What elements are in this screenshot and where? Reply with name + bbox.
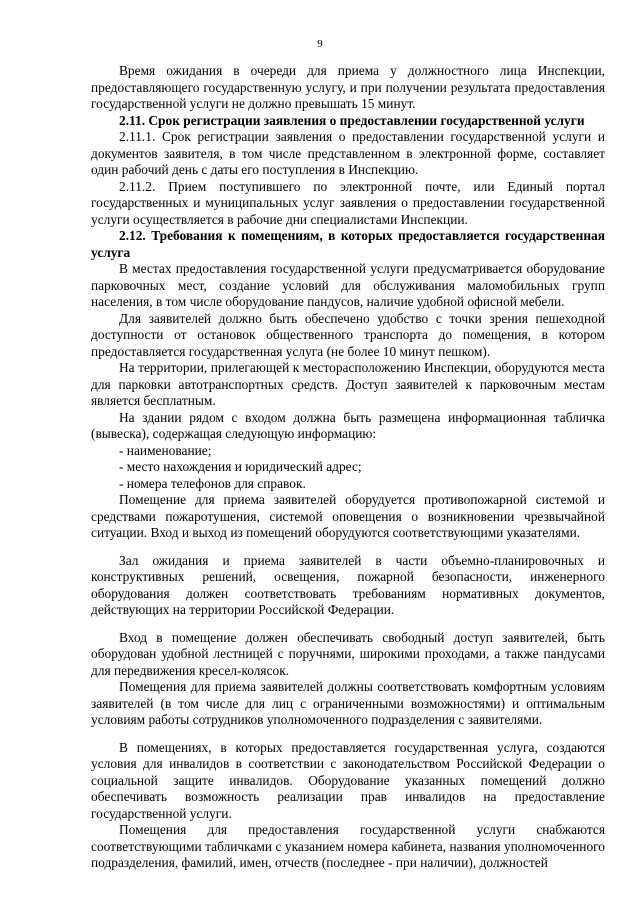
- page-number: 9: [317, 38, 323, 50]
- paragraph: Для заявителей должно быть обеспечено удобство с точки зрения пешеходной доступности от остановок общественного транспорта до помещения, в котором предоставляется государственная услуга (не более 10 минут пешком).: [91, 310, 605, 359]
- list-item: - место нахождения и юридический адрес;: [119, 459, 362, 474]
- paragraph: На территории, прилегающей к месторасположению Инспекции, оборудуются места для парковки автотранспортных средств. Доступ заявителей к парковочным местам является бесплатным.: [91, 360, 605, 408]
- section-heading: 2.11. Срок регистрации заявления о предоставлении государственной услуги: [119, 112, 585, 128]
- document-body: [91, 63, 605, 872]
- paragraph: Помещения для приема заявителей должны соответствовать комфортным условиям заявителей (в том числе для лиц с ограниченными возможностями) и оптимальным условиям работы сотрудников уполномоченного подразделения с заявителями.: [91, 679, 605, 727]
- list-item: - номера телефонов для справок.: [119, 475, 306, 491]
- paragraph: 2.11.2. Прием поступившего по электронной почте, или Единый портал государственных и муниципальных услуг заявления о предоставлении государственной услуги осуществляется в рабочие дни специалистами Инспекции.: [91, 178, 605, 227]
- paragraph: Помещения для предоставления государственной услуги снабжаются соответствующими табличками с указанием номера кабинета, названия уполномоченного подразделения, фамилий, имен, отчеств (последнее - при наличии), должностей: [91, 822, 605, 870]
- section-heading: 2.12. Требования к помещениям, в которых предоставляется государственная услуга: [91, 228, 605, 260]
- paragraph: 2.11.1. Срок регистрации заявления о предоставлении государственной услуги и документов заявителя, в том числе представленном в электронной форме, составляет один рабочий день с даты его поступления в Инспекцию.: [91, 129, 605, 177]
- paragraph: В местах предоставления государственной услуги предусматривается оборудование парковочных мест, создание условий для обслуживания маломобильных групп населения, в том числе оборудование пандусов, наличие удобной офисной мебели.: [91, 261, 605, 309]
- paragraph: Помещение для приема заявителей оборудуется противопожарной системой и средствами пожаротушения, системой оповещения о возникновении чрезвычайной ситуации. Вход и выход из помещений оборудуются соответствующими указателями.: [91, 492, 605, 540]
- paragraph: В помещениях, в которых предоставляется государственная услуга, создаются условия для инвалидов в соответствии с законодательством Российской Федерации о социальной защите инвалидов. Оборудование указанных помещений должно обеспечивать возможность реализации прав инвалидов на предоставление государственной услуги.: [91, 739, 605, 821]
- paragraph: Вход в помещение должен обеспечивать свободный доступ заявителей, быть оборудован удобной лестницей с поручнями, широкими проходами, а также пандусами для передвижения кресел-колясок.: [91, 629, 605, 678]
- paragraph: На здании рядом с входом должна быть размещена информационная табличка (вывеска), содержащая следующую информацию:: [91, 409, 605, 441]
- paragraph: Время ожидания в очереди для приема у должностного лица Инспекции, предоставляющего государственную услугу, и при получении результата предоставления государственной услуги не должно превышать 15 минут.: [91, 63, 605, 111]
- list-item: - наименование;: [119, 442, 212, 458]
- paragraph: Зал ожидания и приема заявителей в части объемно-планировочных и конструктивных решений, освещения, пожарной безопасности, инженерного оборудования должен соответствовать требованиям нормативных документов, действующих на территории Российской Федерации.: [91, 552, 605, 617]
